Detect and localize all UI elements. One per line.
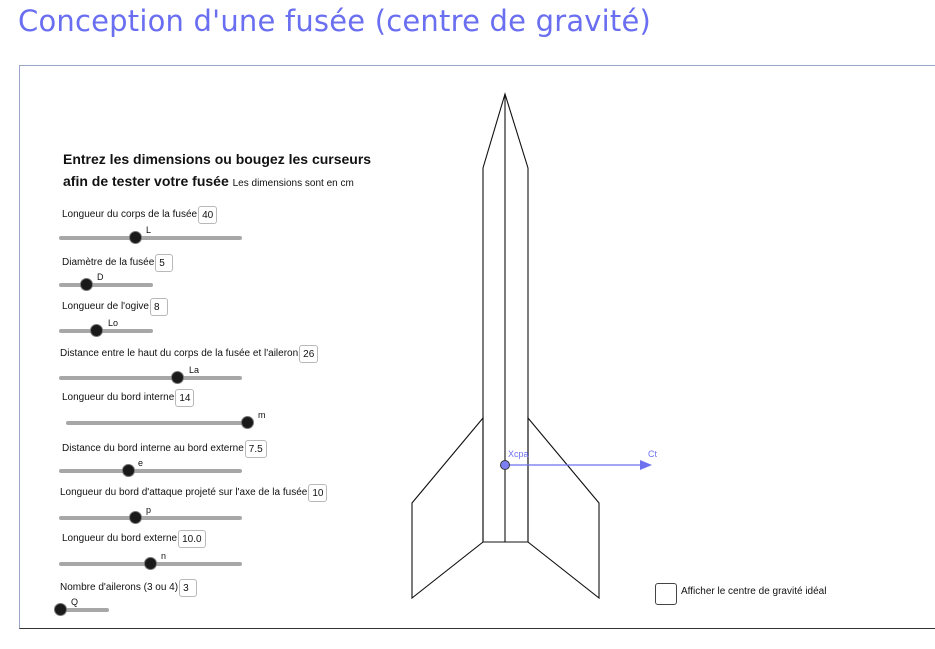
tip-chord-slider-label: n	[161, 551, 167, 561]
body-length-input[interactable]: 40	[198, 206, 217, 224]
intro-line-2: afin de tester votre fusée Les dimensions sont en cm	[63, 173, 354, 189]
param-label-body-length: Longueur du corps de la fusée 40	[62, 205, 217, 225]
xcpa-point[interactable]	[501, 461, 510, 470]
root-chord-input[interactable]: 14	[175, 389, 194, 407]
leading-edge-input[interactable]: 10	[308, 484, 327, 502]
body-length-slider-label: L	[146, 225, 152, 235]
param-label-root-chord: Longueur du bord interne 14	[62, 388, 194, 408]
intro-line-1: Entrez les dimensions ou bougez les curseurs	[63, 151, 372, 167]
right-fin	[528, 418, 599, 598]
left-fin	[412, 418, 483, 598]
nose-length-slider-label: Lo	[108, 318, 119, 328]
root-chord-slider-label: m	[258, 410, 266, 420]
fin-count-input[interactable]: 3	[179, 579, 197, 597]
param-label-tip-chord: Longueur du bord externe 10.0	[62, 529, 206, 549]
show-ideal-gravity-checkbox[interactable]	[655, 583, 677, 605]
rocket-drawing	[20, 66, 934, 628]
xcpa-label: Xcpa	[508, 449, 529, 459]
ct-label: Ct	[648, 449, 657, 459]
units-note: Les dimensions sont en cm	[232, 178, 354, 189]
param-label-diameter: Diamètre de la fusée 5	[62, 253, 173, 273]
nose-length-input[interactable]: 8	[150, 298, 168, 316]
param-label-edge-distance: Distance du bord interne au bord externe 7.5	[62, 439, 267, 459]
param-label-fin-distance: Distance entre le haut du corps de la fusée et l'aileron 26	[60, 344, 318, 364]
diameter-slider-label: D	[97, 272, 104, 282]
param-label-nose-length: Longueur de l'ogive 8	[62, 297, 168, 317]
param-label-fin-count: Nombre d'ailerons (3 ou 4) 3	[60, 578, 197, 598]
ct-vector-arrowhead	[640, 460, 652, 470]
tip-chord-input[interactable]: 10.0	[178, 530, 205, 548]
param-label-leading-edge: Longueur du bord d'attaque projeté sur l'axe de la fusée 10	[60, 483, 327, 503]
fin-distance-input[interactable]: 26	[299, 345, 318, 363]
fin-count-slider-label: Q	[71, 597, 79, 607]
geogebra-applet[interactable]	[19, 65, 935, 629]
leading-edge-slider-label: p	[146, 505, 152, 515]
fin-distance-slider-label: La	[189, 365, 200, 375]
page-title: Conception d'une fusée (centre de gravité)	[18, 4, 652, 38]
edge-distance-input[interactable]: 7.5	[245, 440, 267, 458]
edge-distance-slider-label: e	[138, 458, 144, 468]
diameter-input[interactable]: 5	[155, 254, 173, 272]
show-ideal-gravity-label: Afficher le centre de gravité idéal	[681, 586, 827, 597]
